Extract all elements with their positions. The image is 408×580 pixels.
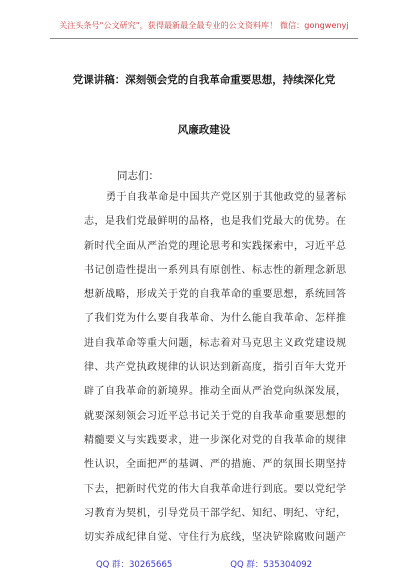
body-line: 就要深刻领会习近平总书记关于党的自我革命重要思想的 (84, 410, 346, 422)
body-line: 精髓要义与实践要求，进一步深化对党的自我革命的规律 (84, 434, 346, 446)
body-line: 下去，把新时代党的伟大自我革命进行到底。要以党纪学 (84, 483, 346, 495)
body-line: 新时代全面从严治党的理论思考和实践探索中，习近平总 (84, 240, 346, 252)
footer-qq-group-2: QQ 群：535304092 (230, 560, 313, 570)
document-title-line-2: 风廉政建设 (177, 124, 231, 136)
body-line: 志，是我们党最鲜明的品格，也是我们党最大的优势。在 (84, 216, 346, 228)
body-line: 辟了自我革命的新境界。推动全面从严治党向纵深发展， (84, 386, 346, 398)
body-line: 想新战略，形成关于党的自我革命的重要思想，系统回答 (84, 289, 346, 301)
footer-contact (0, 558, 408, 570)
footer-qq-group-1: QQ 群：30265665 (95, 560, 173, 570)
body-line: 习教育为契机，引导党员干部学纪、知纪、明纪、守纪， (84, 507, 346, 519)
body-paragraph (84, 186, 346, 550)
body-line: 进自我革命等重大问题，标志着对马克思主义政党建设规 (84, 337, 346, 349)
salutation: 同志们： (117, 170, 159, 182)
document-title-line-1: 党课讲稿：深刻领会党的自我革命重要思想，持续深化党 (72, 74, 336, 86)
body-line: 书记创造性提出一系列具有原创性、标志性的新理念新思 (84, 264, 346, 276)
header-divider (50, 38, 358, 39)
body-line: 律、共产党执政规律的认识达到新高度，指引百年大党开 (84, 362, 346, 374)
body-line: 了我们党为什么要自我革命、为什么能自我革命、怎样推 (84, 313, 346, 325)
header-banner: 关注头条号"公文研究"，获得最新最全最专业的公文资料库！ 微信：gongwenyj (59, 21, 349, 30)
body-line: 切实养成纪律自觉、守住行为底线，坚决铲除腐败问题产 (84, 532, 346, 544)
body-line: 性认识，全面把严的基调、严的措施、严的氛围长期坚持 (84, 459, 346, 471)
body-line: 勇于自我革命是中国共产党区别于其他政党的显著标 (106, 192, 346, 203)
